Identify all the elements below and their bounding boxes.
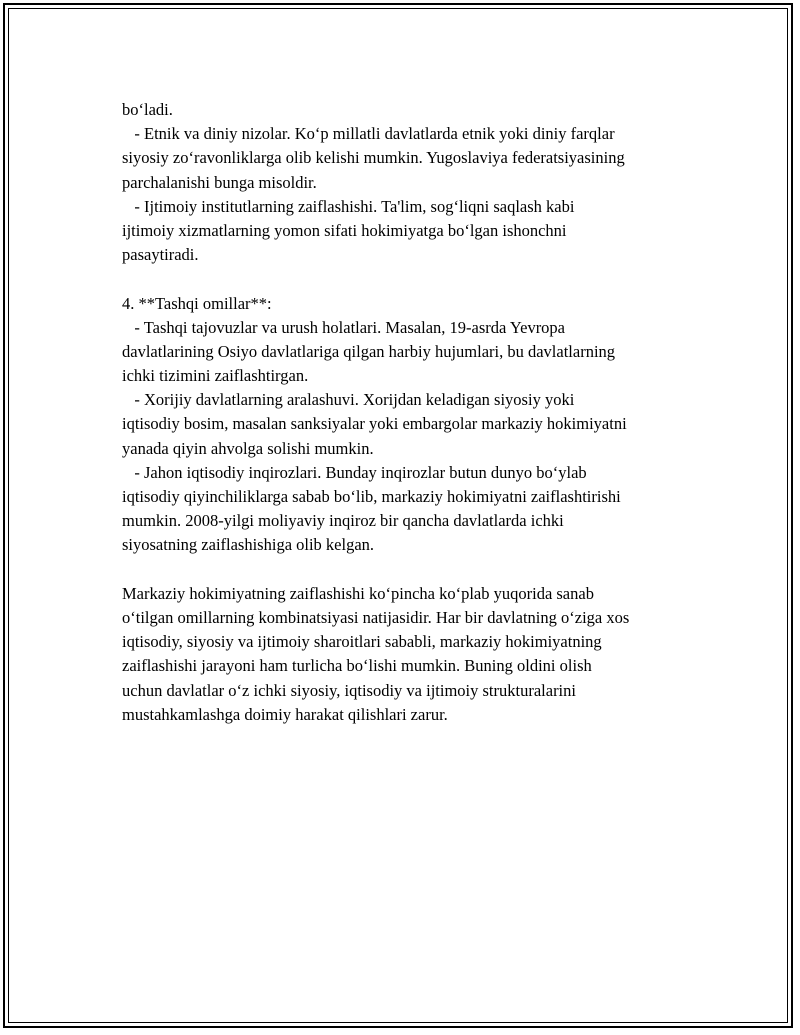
text-line: - Jahon iqtisodiy inqirozlari. Bunday inqirozlar butun dunyo bo‘ylab: [122, 462, 587, 482]
text-line: o‘tilgan omillarning kombinatsiyasi natijasidir. Har bir davlatning o‘ziga xos: [122, 607, 630, 627]
text-line: mumkin. 2008-yilgi moliyaviy inqiroz bir qancha davlatlarda ichki: [122, 511, 564, 531]
text-line: davlatlarining Osiyo davlatlariga qilgan harbiy hujumlari, bu davlatlarning: [122, 341, 616, 361]
external-item-aggression: [122, 316, 712, 389]
text-line: mustahkamlashga doimiy harakat qilishlari zarur.: [122, 704, 448, 724]
section-heading: 4. **Tashqi omillar**:: [122, 293, 272, 313]
document-body: [122, 98, 712, 727]
text-line: Markaziy hokimiyatning zaiflashishi ko‘pincha ko‘plab yuqorida sanab: [122, 583, 594, 603]
text-line: uchun davlatlar o‘z ichki siyosiy, iqtisodiy va ijtimoiy strukturalarini: [122, 680, 576, 700]
text-line: siyosatning zaiflashishiga olib kelgan.: [122, 535, 375, 555]
external-item-crisis: [122, 461, 712, 558]
text-line: - Xorijiy davlatlarning aralashuvi. Xorijdan keladigan siyosiy yoki: [122, 390, 575, 410]
text-line: parchalanishi bunga misoldir.: [122, 172, 317, 192]
text-line: iqtisodiy, siyosiy va ijtimoiy sharoitlari sababli, markaziy hokimiyatning: [122, 632, 602, 652]
text-line: bo‘ladi.: [122, 100, 173, 119]
paragraph-gap: [122, 267, 712, 291]
text-line: - Etnik va diniy nizolar. Ko‘p millatli davlatlarda etnik yoki diniy farqlar: [122, 124, 615, 144]
page-border: [3, 3, 793, 1028]
text-line: pasaytiradi.: [122, 245, 199, 265]
text-line: - Tashqi tajovuzlar va urush holatlari. Masalan, 19-asrda Yevropa: [122, 317, 566, 337]
internal-item-ethnic: [122, 122, 712, 195]
text-line: iqtisodiy qiyinchiliklarga sabab bo‘lib, markaziy hokimiyatni zaiflashtirishi: [122, 487, 621, 506]
text-line: siyosiy zo‘ravonliklarga olib kelishi mumkin. Yugoslaviya federatsiyasining: [122, 148, 625, 168]
external-item-intervention: [122, 388, 712, 461]
text-line: yanada qiyin ahvolga solishi mumkin.: [122, 438, 374, 458]
text-line: iqtisodiy bosim, masalan sanksiyalar yoki embargolar markaziy hokimiyatni: [122, 414, 627, 434]
text-line: ijtimoiy xizmatlarning yomon sifati hokimiyatga bo‘lgan ishonchni: [122, 220, 567, 240]
text-line: zaiflashishi jarayoni ham turlicha bo‘lishi mumkin. Buning oldini olish: [122, 656, 592, 676]
text-line: ichki tizimini zaiflashtirgan.: [122, 366, 309, 386]
text-line: - Ijtimoiy institutlarning zaiflashishi. Ta'lim, sog‘liqni saqlash kabi: [122, 196, 575, 216]
conclusion-paragraph: [122, 582, 712, 727]
paragraph-gap: [122, 558, 712, 582]
internal-item-social: [122, 195, 712, 268]
